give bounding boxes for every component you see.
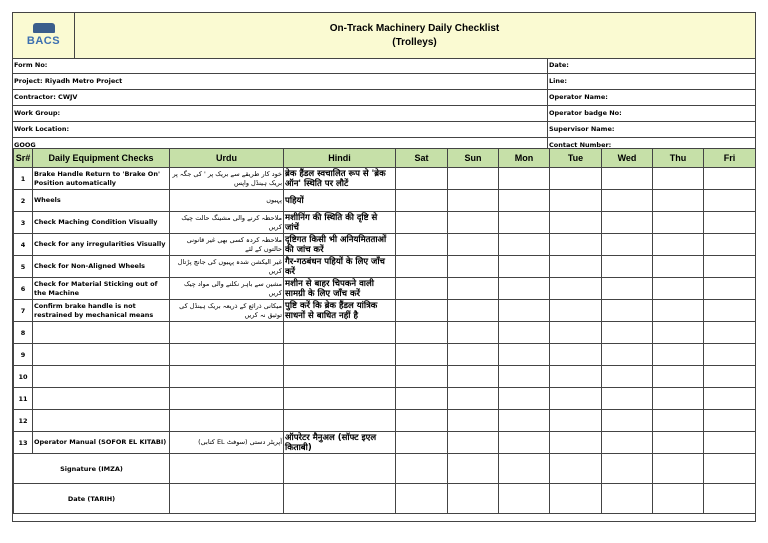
col-header-sun: Sun	[448, 149, 499, 168]
check-cell-thu[interactable]	[653, 256, 704, 278]
signature-cell[interactable]	[396, 454, 448, 484]
check-urdu	[170, 344, 284, 366]
col-header-checks: Daily Equipment Checks	[33, 149, 170, 168]
check-hindi	[284, 388, 396, 410]
check-cell-wed[interactable]	[602, 300, 653, 322]
check-cell-thu[interactable]	[653, 278, 704, 300]
table-row	[14, 256, 756, 278]
check-hindi: पहियों	[284, 190, 396, 212]
check-english: Brake Handle Return to 'Brake On' Position automatically	[33, 168, 170, 190]
check-urdu	[170, 388, 284, 410]
work-location-field[interactable]: Work Location:	[14, 125, 70, 133]
check-english	[33, 388, 170, 410]
row-number: 10	[14, 366, 33, 388]
meta-divider	[547, 106, 548, 121]
date-cell[interactable]	[653, 484, 704, 514]
check-english: Confirm brake handle is not restrained by mechanical means	[33, 300, 170, 322]
check-cell-wed[interactable]	[602, 410, 653, 432]
signature-cell[interactable]	[602, 454, 653, 484]
check-cell-mon[interactable]	[499, 168, 550, 190]
check-cell-sun[interactable]	[448, 388, 499, 410]
check-cell-tue[interactable]	[550, 344, 602, 366]
check-cell-sat[interactable]	[396, 278, 448, 300]
check-cell-sat[interactable]	[396, 322, 448, 344]
check-urdu: آپریٹر دستی (سوفٹ EL کتابی)	[170, 432, 284, 454]
check-cell-mon[interactable]	[499, 344, 550, 366]
bus-icon	[33, 23, 55, 33]
check-cell-thu[interactable]	[653, 410, 704, 432]
check-english	[33, 344, 170, 366]
check-hindi: गैर-गठबंधन पहियों के लिए जाँच करें	[284, 256, 396, 278]
check-urdu	[170, 410, 284, 432]
operator-badge-field[interactable]: Operator badge No:	[549, 109, 622, 117]
check-cell-wed[interactable]	[602, 432, 653, 454]
table-row	[14, 300, 756, 322]
title-block	[74, 13, 755, 58]
signature-cell[interactable]	[704, 454, 756, 484]
date-cell[interactable]	[602, 484, 653, 514]
signature-row	[14, 454, 756, 484]
row-number: 8	[14, 322, 33, 344]
signature-cell[interactable]	[284, 454, 396, 484]
check-cell-mon[interactable]	[499, 366, 550, 388]
check-hindi: ऑपरेटर मैनुअल (सॉफ्ट इएल किताबी)	[284, 432, 396, 454]
check-urdu: پہیوں	[170, 190, 284, 212]
col-header-sat: Sat	[396, 149, 448, 168]
check-cell-thu[interactable]	[653, 322, 704, 344]
check-cell-sun[interactable]	[448, 190, 499, 212]
check-cell-fri[interactable]	[704, 366, 756, 388]
check-cell-sun[interactable]	[448, 410, 499, 432]
date-cell[interactable]	[499, 484, 550, 514]
supervisor-name-field[interactable]: Supervisor Name:	[549, 125, 615, 133]
logo-text: BACS	[26, 34, 61, 47]
check-cell-wed[interactable]	[602, 366, 653, 388]
check-cell-fri[interactable]	[704, 322, 756, 344]
meta-row	[13, 90, 755, 106]
check-cell-mon[interactable]	[499, 322, 550, 344]
col-header-tue: Tue	[550, 149, 602, 168]
check-hindi	[284, 322, 396, 344]
signature-cell[interactable]	[653, 454, 704, 484]
check-cell-wed[interactable]	[602, 278, 653, 300]
check-cell-sun[interactable]	[448, 344, 499, 366]
table-row	[14, 322, 756, 344]
col-header-sr: Sr#	[14, 149, 33, 168]
check-cell-fri[interactable]	[704, 344, 756, 366]
check-cell-wed[interactable]	[602, 190, 653, 212]
col-header-mon: Mon	[499, 149, 550, 168]
check-cell-thu[interactable]	[653, 344, 704, 366]
check-cell-sun[interactable]	[448, 168, 499, 190]
date-cell[interactable]	[284, 484, 396, 514]
check-urdu	[170, 366, 284, 388]
check-cell-fri[interactable]	[704, 212, 756, 234]
table-row	[14, 432, 756, 454]
meta-fields	[13, 58, 755, 154]
line-field[interactable]: Line:	[549, 77, 568, 85]
row-number: 5	[14, 256, 33, 278]
meta-row	[13, 122, 755, 138]
check-hindi	[284, 410, 396, 432]
col-header-wed: Wed	[602, 149, 653, 168]
signature-label: Signature (IMZA)	[14, 454, 170, 484]
check-urdu: غیر الیکشن شدہ پہیوں کی جانچ پڑتال کریں	[170, 256, 284, 278]
check-english	[33, 366, 170, 388]
col-header-thu: Thu	[653, 149, 704, 168]
check-cell-sat[interactable]	[396, 256, 448, 278]
check-cell-sat[interactable]	[396, 212, 448, 234]
contact-number-field[interactable]: Contact Number:	[549, 141, 612, 149]
check-cell-wed[interactable]	[602, 234, 653, 256]
page-subtitle: (Trolleys)	[392, 36, 437, 48]
check-cell-sun[interactable]	[448, 300, 499, 322]
date-cell[interactable]	[448, 484, 499, 514]
check-cell-sun[interactable]	[448, 256, 499, 278]
check-cell-tue[interactable]	[550, 388, 602, 410]
extra-field[interactable]: GOOG	[14, 141, 36, 149]
check-cell-wed[interactable]	[602, 322, 653, 344]
check-cell-tue[interactable]	[550, 410, 602, 432]
meta-divider	[547, 74, 548, 89]
check-cell-wed[interactable]	[602, 212, 653, 234]
check-cell-sun[interactable]	[448, 432, 499, 454]
checklist-table	[13, 148, 756, 514]
table-row	[14, 190, 756, 212]
row-number: 13	[14, 432, 33, 454]
check-english: Check for Material Sticking out of the Machine	[33, 278, 170, 300]
work-group-field[interactable]: Work Group:	[14, 109, 61, 117]
check-cell-thu[interactable]	[653, 300, 704, 322]
check-cell-tue[interactable]	[550, 190, 602, 212]
date-cell[interactable]	[550, 484, 602, 514]
check-cell-sun[interactable]	[448, 234, 499, 256]
check-urdu: خود کار طریقے سے بریک پر ' کی جگہ پر بریک ہینڈل واپس	[170, 168, 284, 190]
check-english	[33, 410, 170, 432]
row-number: 12	[14, 410, 33, 432]
check-cell-sat[interactable]	[396, 432, 448, 454]
row-number: 1	[14, 168, 33, 190]
check-hindi	[284, 344, 396, 366]
check-urdu: ملاحظہ کرنے والی مشینگ حالت چیک کریں	[170, 212, 284, 234]
check-cell-tue[interactable]	[550, 322, 602, 344]
check-cell-sat[interactable]	[396, 344, 448, 366]
check-urdu: مشین سے باہر نکلنے والی مواد چیک کریں	[170, 278, 284, 300]
check-cell-thu[interactable]	[653, 366, 704, 388]
check-cell-mon[interactable]	[499, 410, 550, 432]
col-header-hindi: Hindi	[284, 149, 396, 168]
meta-row	[13, 74, 755, 90]
table-row	[14, 212, 756, 234]
check-cell-mon[interactable]	[499, 190, 550, 212]
checklist-sheet	[12, 12, 756, 522]
check-cell-tue[interactable]	[550, 256, 602, 278]
check-cell-tue[interactable]	[550, 366, 602, 388]
check-cell-tue[interactable]	[550, 234, 602, 256]
check-cell-sat[interactable]	[396, 168, 448, 190]
check-cell-thu[interactable]	[653, 234, 704, 256]
check-cell-fri[interactable]	[704, 410, 756, 432]
check-cell-fri[interactable]	[704, 278, 756, 300]
date-label: Date (TARIH)	[14, 484, 170, 514]
row-number: 7	[14, 300, 33, 322]
check-cell-sat[interactable]	[396, 366, 448, 388]
check-cell-fri[interactable]	[704, 190, 756, 212]
row-number: 6	[14, 278, 33, 300]
check-cell-fri[interactable]	[704, 300, 756, 322]
check-cell-sun[interactable]	[448, 322, 499, 344]
check-cell-mon[interactable]	[499, 256, 550, 278]
check-english: Operator Manual (SOFOR EL KITABI)	[33, 432, 170, 454]
check-cell-tue[interactable]	[550, 300, 602, 322]
check-cell-fri[interactable]	[704, 388, 756, 410]
row-number: 4	[14, 234, 33, 256]
meta-row	[13, 106, 755, 122]
check-cell-mon[interactable]	[499, 432, 550, 454]
table-row	[14, 234, 756, 256]
check-cell-sat[interactable]	[396, 300, 448, 322]
check-cell-fri[interactable]	[704, 234, 756, 256]
check-hindi: ब्रेक हैंडल स्वचालित रूप से 'ब्रेक ऑन' स्थिति पर लौटें	[284, 168, 396, 190]
check-cell-mon[interactable]	[499, 278, 550, 300]
check-cell-mon[interactable]	[499, 300, 550, 322]
check-urdu: میکانی ذرائع کے ذریعہ بریک ہینڈل کی توثیق نہ کریں	[170, 300, 284, 322]
signature-cell[interactable]	[170, 454, 284, 484]
table-row	[14, 168, 756, 190]
project-field[interactable]: Project: Riyadh Metro Project	[14, 77, 123, 85]
signature-cell[interactable]	[550, 454, 602, 484]
row-number: 9	[14, 344, 33, 366]
check-english	[33, 322, 170, 344]
check-cell-sat[interactable]	[396, 190, 448, 212]
header	[13, 13, 755, 59]
table-row	[14, 278, 756, 300]
check-cell-wed[interactable]	[602, 388, 653, 410]
check-cell-thu[interactable]	[653, 168, 704, 190]
check-cell-thu[interactable]	[653, 212, 704, 234]
check-hindi: दृष्टिगत किसी भी अनियमितताओं की जांच करें	[284, 234, 396, 256]
check-cell-fri[interactable]	[704, 256, 756, 278]
date-cell[interactable]	[704, 484, 756, 514]
check-hindi: मशीन से बाहर चिपकने वाली सामग्री के लिए जाँच करें	[284, 278, 396, 300]
check-cell-sun[interactable]	[448, 366, 499, 388]
col-header-fri: Fri	[704, 149, 756, 168]
signature-cell[interactable]	[448, 454, 499, 484]
check-cell-thu[interactable]	[653, 432, 704, 454]
check-cell-mon[interactable]	[499, 388, 550, 410]
date-field[interactable]: Date:	[549, 61, 569, 69]
check-cell-sat[interactable]	[396, 388, 448, 410]
check-english: Check Maching Condition Visually	[33, 212, 170, 234]
check-cell-mon[interactable]	[499, 234, 550, 256]
check-cell-mon[interactable]	[499, 212, 550, 234]
check-cell-wed[interactable]	[602, 344, 653, 366]
table-row	[14, 388, 756, 410]
table-row	[14, 344, 756, 366]
check-cell-fri[interactable]	[704, 168, 756, 190]
check-cell-tue[interactable]	[550, 432, 602, 454]
contractor-field[interactable]: Contractor: CWJV	[14, 93, 78, 101]
col-header-urdu: Urdu	[170, 149, 284, 168]
check-hindi: पुष्टि करें कि ब्रेक हैंडल यांत्रिक साधनों से बाधित नहीं है	[284, 300, 396, 322]
check-urdu	[170, 322, 284, 344]
check-cell-tue[interactable]	[550, 278, 602, 300]
check-hindi	[284, 366, 396, 388]
date-cell[interactable]	[170, 484, 284, 514]
operator-name-field[interactable]: Operator Name:	[549, 93, 608, 101]
logo-box	[13, 13, 75, 58]
form-no-field[interactable]: Form No:	[14, 61, 48, 69]
check-hindi: मशीनिंग की स्थिति की दृष्टि से जांचें	[284, 212, 396, 234]
row-number: 3	[14, 212, 33, 234]
row-number: 2	[14, 190, 33, 212]
meta-divider	[547, 122, 548, 137]
meta-row	[13, 58, 755, 74]
check-cell-thu[interactable]	[653, 388, 704, 410]
header-row	[14, 149, 756, 168]
table-row	[14, 410, 756, 432]
signature-cell[interactable]	[499, 454, 550, 484]
check-cell-sun[interactable]	[448, 278, 499, 300]
check-cell-wed[interactable]	[602, 256, 653, 278]
check-cell-sun[interactable]	[448, 212, 499, 234]
check-cell-wed[interactable]	[602, 168, 653, 190]
date-row	[14, 484, 756, 514]
check-english: Wheels	[33, 190, 170, 212]
check-cell-tue[interactable]	[550, 168, 602, 190]
check-cell-thu[interactable]	[653, 190, 704, 212]
table-row	[14, 366, 756, 388]
meta-divider	[547, 90, 548, 105]
row-number: 11	[14, 388, 33, 410]
check-cell-sat[interactable]	[396, 234, 448, 256]
check-cell-fri[interactable]	[704, 432, 756, 454]
check-english: Check for any irregularities Visually	[33, 234, 170, 256]
page-title: On-Track Machinery Daily Checklist	[329, 22, 500, 34]
check-cell-sat[interactable]	[396, 410, 448, 432]
check-english: Check for Non-Aligned Wheels	[33, 256, 170, 278]
check-cell-tue[interactable]	[550, 212, 602, 234]
meta-divider	[547, 58, 548, 73]
date-cell[interactable]	[396, 484, 448, 514]
bacs-logo	[27, 21, 61, 51]
check-urdu: ملاحظہ کردہ کسی بھی غیر قانونی حالتوں کے لئے	[170, 234, 284, 256]
